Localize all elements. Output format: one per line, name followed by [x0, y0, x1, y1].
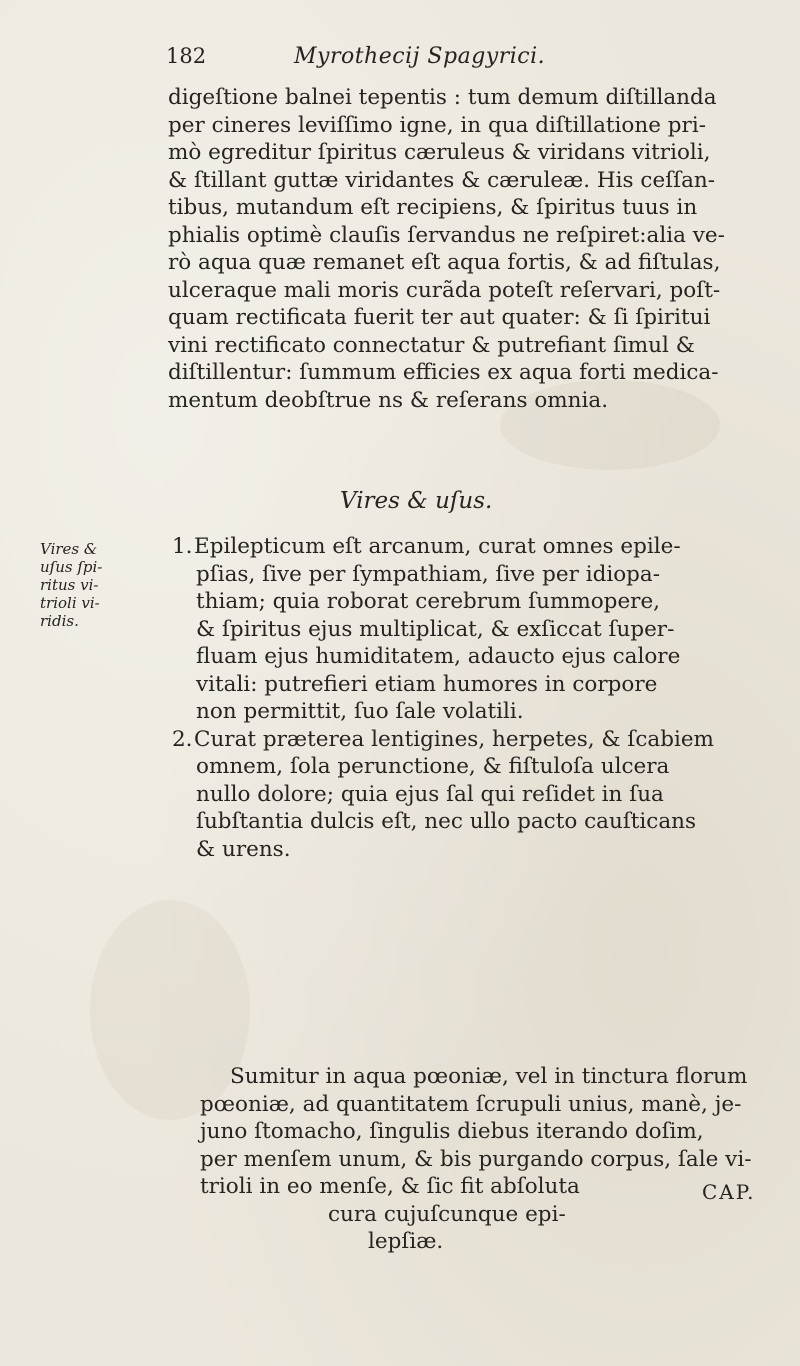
item-number: 1. [172, 534, 193, 559]
text-line: per cineres leviſſimo igne, in qua diſtillatione pri- [168, 112, 706, 138]
text-line: thiam; quia roborat cerebrum ſummopere, [196, 589, 661, 614]
text-line: lepſiæ. [368, 1229, 444, 1254]
catchword: CAP. [702, 1180, 756, 1204]
text-line: & urens. [196, 836, 291, 862]
text-line: vitali: putrefieri etiam humores in corpore [196, 671, 658, 697]
page-number: 182 [166, 44, 207, 68]
item-text: Curat præterea lentigines, herpetes, & ſcabiem [194, 726, 714, 752]
text-line: Sumitur in aqua pœoniæ, vel in tinctura florum [230, 1064, 748, 1089]
margin-note-line: trioli vi- [40, 594, 100, 612]
text-line: mò egreditur ſpiritus cæruleus & viridans vitrioli, [168, 140, 711, 165]
item-number: 2. [172, 726, 193, 752]
text-line: non permittit, ſuo ſale volatili. [196, 699, 524, 724]
text-line: ſubſtantia dulcis eſt, nec ullo pacto cauſticans [196, 809, 697, 834]
text-line: omnem, ſola perunctione, & fiſtuloſa ulcera [196, 754, 670, 779]
numbered-items [172, 533, 786, 863]
margin-note-line: uſus ſpi- [40, 558, 103, 576]
margin-note-line: Vires & [40, 540, 98, 558]
text-line: diſtillentur: ſummum efficies ex aqua forti medica- [168, 360, 719, 385]
text-line: rò aqua quæ remanet eſt aqua fortis, & ad fiſtulas, [168, 250, 721, 275]
text-line: cura cujuſcunque epi- [328, 1201, 566, 1227]
text-line: trioli in eo menſe, & ſic fit abſoluta [200, 1174, 580, 1199]
text-line: quam rectificata fuerit ter aut quater: & ſi ſpiritui [168, 305, 711, 330]
text-line: pſias, ſive per ſympathiam, ſive per idiopa- [196, 561, 661, 587]
text-line: mentum deobſtrue ns & reſerans omnia. [168, 387, 609, 413]
opening-paragraph [168, 84, 768, 414]
dosage-paragraph [200, 1063, 780, 1256]
text-line: per menſem unum, & bis purgando corpus, ſale vi- [200, 1146, 752, 1172]
text-line: nullo dolore; quia ejus ſal qui reſidet in ſua [196, 781, 664, 807]
text-line [172, 726, 786, 754]
text-line: & ſtillant guttæ viridantes & cæruleæ. His ceſſan- [168, 167, 716, 193]
text-line: pœoniæ, ad quantitatem ſcrupuli unius, manè, je- [200, 1091, 742, 1117]
text-line [172, 533, 786, 561]
item-text: Epilepticum eſt arcanum, curat omnes epile- [194, 534, 681, 559]
text-line: ulceraque mali moris curãda poteſt reſervari, poſt- [168, 277, 721, 303]
text-line: tibus, mutandum eſt recipiens, & ſpiritus tuus in [168, 195, 698, 220]
text-line: & ſpiritus ejus multiplicat, & exſiccat ſuper- [196, 616, 675, 642]
text-line: fluam ejus humiditatem, adaucto ejus calore [196, 644, 681, 669]
running-title: Myrothecij Spagyrici. [294, 44, 546, 69]
margin-note [40, 540, 160, 630]
margin-note-line: ritus vi- [40, 576, 99, 594]
page-header [166, 44, 726, 84]
text-line: phialis optimè clauſis ſervandus ne reſpiret:alia ve- [168, 222, 725, 248]
text-line: vini rectificato connectatur & putrefiant ſimul & [168, 332, 695, 358]
text-line: digeſtione balnei tepentis : tum demum diſtillanda [168, 85, 717, 110]
section-heading: Vires & uſus. [340, 488, 493, 514]
margin-note-line: ridis. [40, 612, 79, 630]
text-line: juno ſtomacho, ſingulis diebus iterando doſim, [200, 1119, 704, 1144]
